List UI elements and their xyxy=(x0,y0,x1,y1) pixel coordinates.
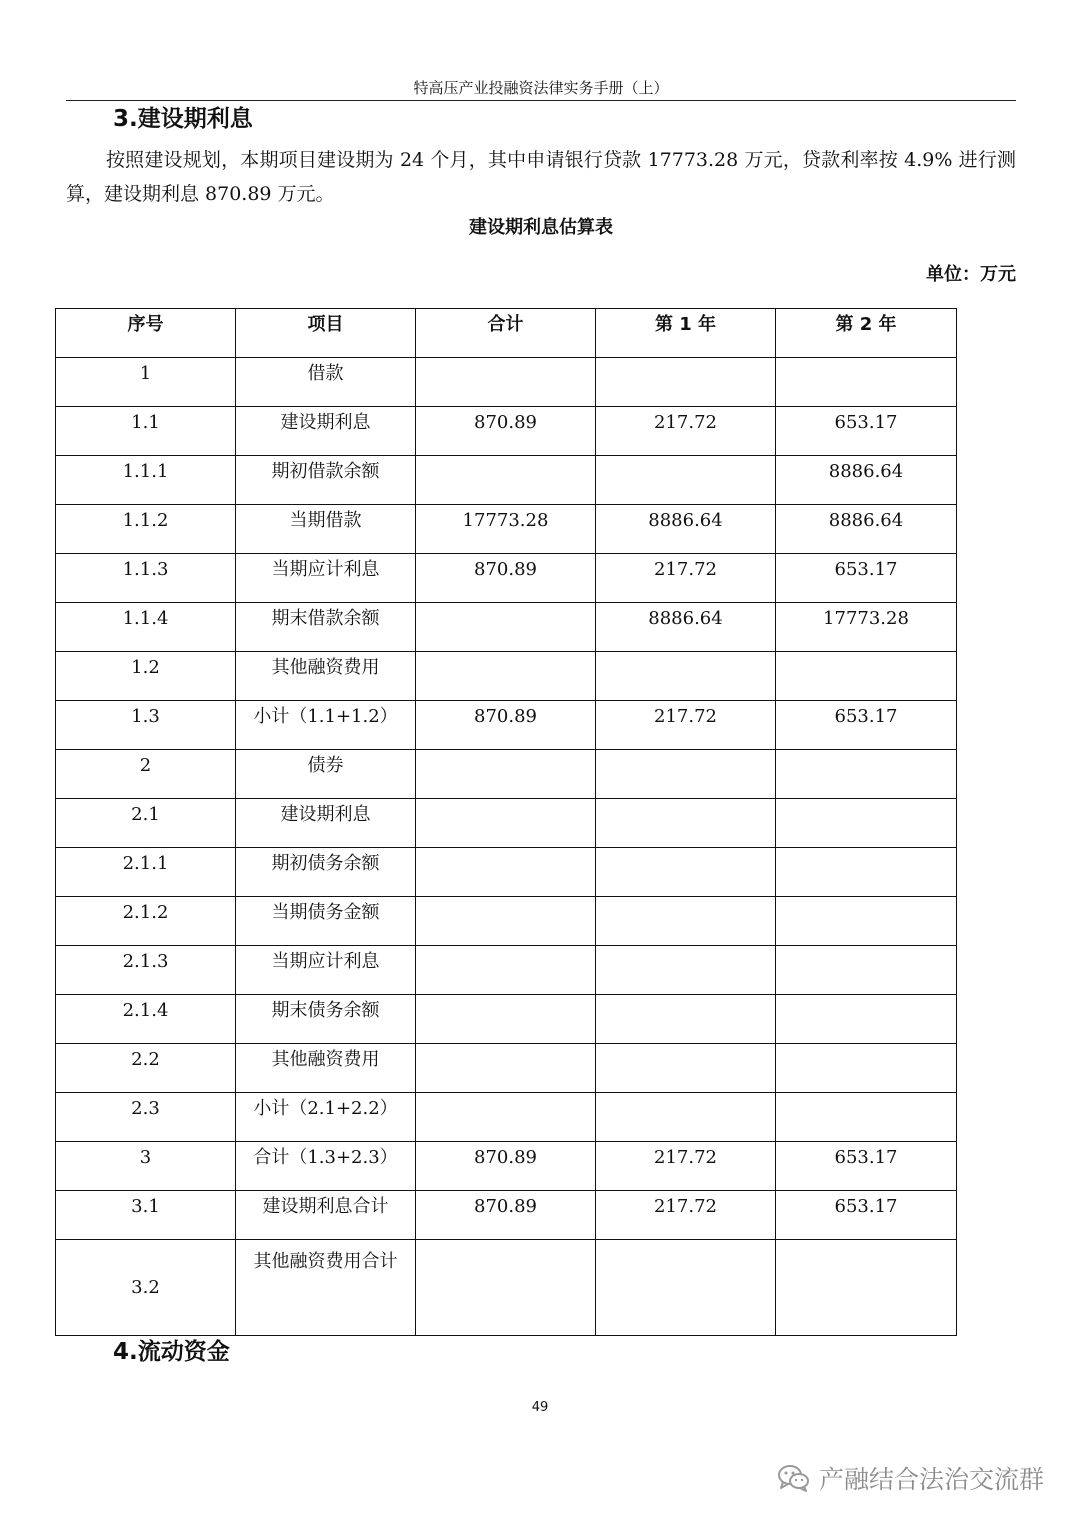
table-row xyxy=(56,407,957,456)
item-cell: 借款 xyxy=(236,358,416,407)
seq-cell: 3.2 xyxy=(56,1240,236,1336)
item-cell: 小计（2.1+2.2） xyxy=(236,1093,416,1142)
header-rule xyxy=(66,100,1016,101)
table-header-row xyxy=(56,309,957,358)
table-row xyxy=(56,1093,957,1142)
item-cell: 当期借款 xyxy=(236,505,416,554)
table-row xyxy=(56,1240,957,1336)
year1-cell xyxy=(596,897,776,946)
seq-cell: 1.2 xyxy=(56,652,236,701)
total-cell xyxy=(416,799,596,848)
table-row xyxy=(56,799,957,848)
year1-cell xyxy=(596,799,776,848)
year2-cell xyxy=(776,750,957,799)
seq-cell: 2.3 xyxy=(56,1093,236,1142)
seq-cell: 1.3 xyxy=(56,701,236,750)
year1-cell: 217.72 xyxy=(596,407,776,456)
total-cell: 870.89 xyxy=(416,1191,596,1240)
total-cell xyxy=(416,848,596,897)
seq-cell: 2.1.2 xyxy=(56,897,236,946)
year2-cell: 653.17 xyxy=(776,701,957,750)
year1-cell: 217.72 xyxy=(596,701,776,750)
interest-estimate-table xyxy=(55,308,957,1336)
year1-cell: 217.72 xyxy=(596,554,776,603)
unit-label: 单位：万元 xyxy=(926,264,1016,285)
table-row xyxy=(56,358,957,407)
table-row xyxy=(56,848,957,897)
total-cell xyxy=(416,603,596,652)
table-row xyxy=(56,1044,957,1093)
table-row xyxy=(56,995,957,1044)
item-cell: 期初债务余额 xyxy=(236,848,416,897)
year1-cell xyxy=(596,358,776,407)
column-header: 第 2 年 xyxy=(776,309,957,358)
year2-cell xyxy=(776,1240,957,1336)
total-cell xyxy=(416,1240,596,1336)
year2-cell xyxy=(776,848,957,897)
table-row xyxy=(56,554,957,603)
table-row xyxy=(56,1142,957,1191)
total-cell xyxy=(416,456,596,505)
total-cell: 870.89 xyxy=(416,1142,596,1191)
item-cell: 当期应计利息 xyxy=(236,554,416,603)
item-cell: 期末借款余额 xyxy=(236,603,416,652)
table-row xyxy=(56,897,957,946)
watermark xyxy=(777,1460,1044,1496)
total-cell xyxy=(416,995,596,1044)
year1-cell xyxy=(596,848,776,897)
table-body xyxy=(56,358,957,1336)
year1-cell: 217.72 xyxy=(596,1191,776,1240)
year2-cell xyxy=(776,1093,957,1142)
year1-cell xyxy=(596,1044,776,1093)
item-cell: 其他融资费用 xyxy=(236,1044,416,1093)
table-row xyxy=(56,456,957,505)
year2-cell xyxy=(776,799,957,848)
seq-cell: 1.1.4 xyxy=(56,603,236,652)
table-row xyxy=(56,603,957,652)
total-cell: 17773.28 xyxy=(416,505,596,554)
seq-cell: 2 xyxy=(56,750,236,799)
table-row xyxy=(56,505,957,554)
section-heading-3: 3.建设期利息 xyxy=(113,106,253,132)
table-row xyxy=(56,701,957,750)
item-cell: 合计（1.3+2.3） xyxy=(236,1142,416,1191)
table-row xyxy=(56,750,957,799)
table-title: 建设期利息估算表 xyxy=(469,217,613,238)
item-cell: 当期债务金额 xyxy=(236,897,416,946)
seq-cell: 1.1.3 xyxy=(56,554,236,603)
seq-cell: 2.1.4 xyxy=(56,995,236,1044)
seq-cell: 3 xyxy=(56,1142,236,1191)
year2-cell: 653.17 xyxy=(776,554,957,603)
table-row xyxy=(56,946,957,995)
year1-cell: 8886.64 xyxy=(596,505,776,554)
total-cell: 870.89 xyxy=(416,407,596,456)
total-cell xyxy=(416,1093,596,1142)
year2-cell xyxy=(776,995,957,1044)
year2-cell xyxy=(776,1044,957,1093)
seq-cell: 1.1.2 xyxy=(56,505,236,554)
year1-cell xyxy=(596,1240,776,1336)
column-header: 项目 xyxy=(236,309,416,358)
item-cell: 当期应计利息 xyxy=(236,946,416,995)
section-heading-4: 4.流动资金 xyxy=(113,1339,230,1365)
year1-cell xyxy=(596,456,776,505)
seq-cell: 2.2 xyxy=(56,1044,236,1093)
year1-cell xyxy=(596,750,776,799)
wechat-icon xyxy=(777,1463,811,1493)
watermark-text: 产融结合法治交流群 xyxy=(818,1465,1044,1494)
year2-cell: 17773.28 xyxy=(776,603,957,652)
total-cell: 870.89 xyxy=(416,554,596,603)
seq-cell: 2.1 xyxy=(56,799,236,848)
item-cell: 小计（1.1+1.2） xyxy=(236,701,416,750)
column-header: 序号 xyxy=(56,309,236,358)
seq-cell: 3.1 xyxy=(56,1191,236,1240)
item-cell: 期末债务余额 xyxy=(236,995,416,1044)
year1-cell: 217.72 xyxy=(596,1142,776,1191)
column-header: 第 1 年 xyxy=(596,309,776,358)
year2-cell: 653.17 xyxy=(776,1142,957,1191)
seq-cell: 1 xyxy=(56,358,236,407)
year2-cell xyxy=(776,946,957,995)
total-cell xyxy=(416,652,596,701)
year1-cell: 8886.64 xyxy=(596,603,776,652)
year1-cell xyxy=(596,995,776,1044)
year1-cell xyxy=(596,1093,776,1142)
seq-cell: 2.1.3 xyxy=(56,946,236,995)
table-row xyxy=(56,1191,957,1240)
year2-cell xyxy=(776,358,957,407)
item-cell: 其他融资费用合计 xyxy=(236,1240,416,1336)
item-cell: 期初借款余额 xyxy=(236,456,416,505)
item-cell: 债券 xyxy=(236,750,416,799)
body-paragraph: 按照建设规划，本期项目建设期为 24 个月，其中申请银行贷款 17773.28 万元，贷款利率按 4.9% 进行测算，建设期利息 870.89 万元。 xyxy=(66,149,1016,205)
total-cell xyxy=(416,897,596,946)
total-cell xyxy=(416,358,596,407)
total-cell xyxy=(416,1044,596,1093)
year2-cell: 653.17 xyxy=(776,1191,957,1240)
year2-cell: 8886.64 xyxy=(776,505,957,554)
page-number: 49 xyxy=(531,1400,549,1415)
seq-cell: 1.1 xyxy=(56,407,236,456)
total-cell: 870.89 xyxy=(416,701,596,750)
column-header: 合计 xyxy=(416,309,596,358)
year1-cell xyxy=(596,946,776,995)
year2-cell: 8886.64 xyxy=(776,456,957,505)
item-cell: 建设期利息 xyxy=(236,799,416,848)
year1-cell xyxy=(596,652,776,701)
item-cell: 其他融资费用 xyxy=(236,652,416,701)
total-cell xyxy=(416,946,596,995)
seq-cell: 1.1.1 xyxy=(56,456,236,505)
year2-cell: 653.17 xyxy=(776,407,957,456)
running-header: 特高压产业投融资法律实务手册（上） xyxy=(413,79,669,97)
year2-cell xyxy=(776,897,957,946)
seq-cell: 2.1.1 xyxy=(56,848,236,897)
total-cell xyxy=(416,750,596,799)
year2-cell xyxy=(776,652,957,701)
item-cell: 建设期利息合计 xyxy=(236,1191,416,1240)
table-row xyxy=(56,652,957,701)
item-cell: 建设期利息 xyxy=(236,407,416,456)
